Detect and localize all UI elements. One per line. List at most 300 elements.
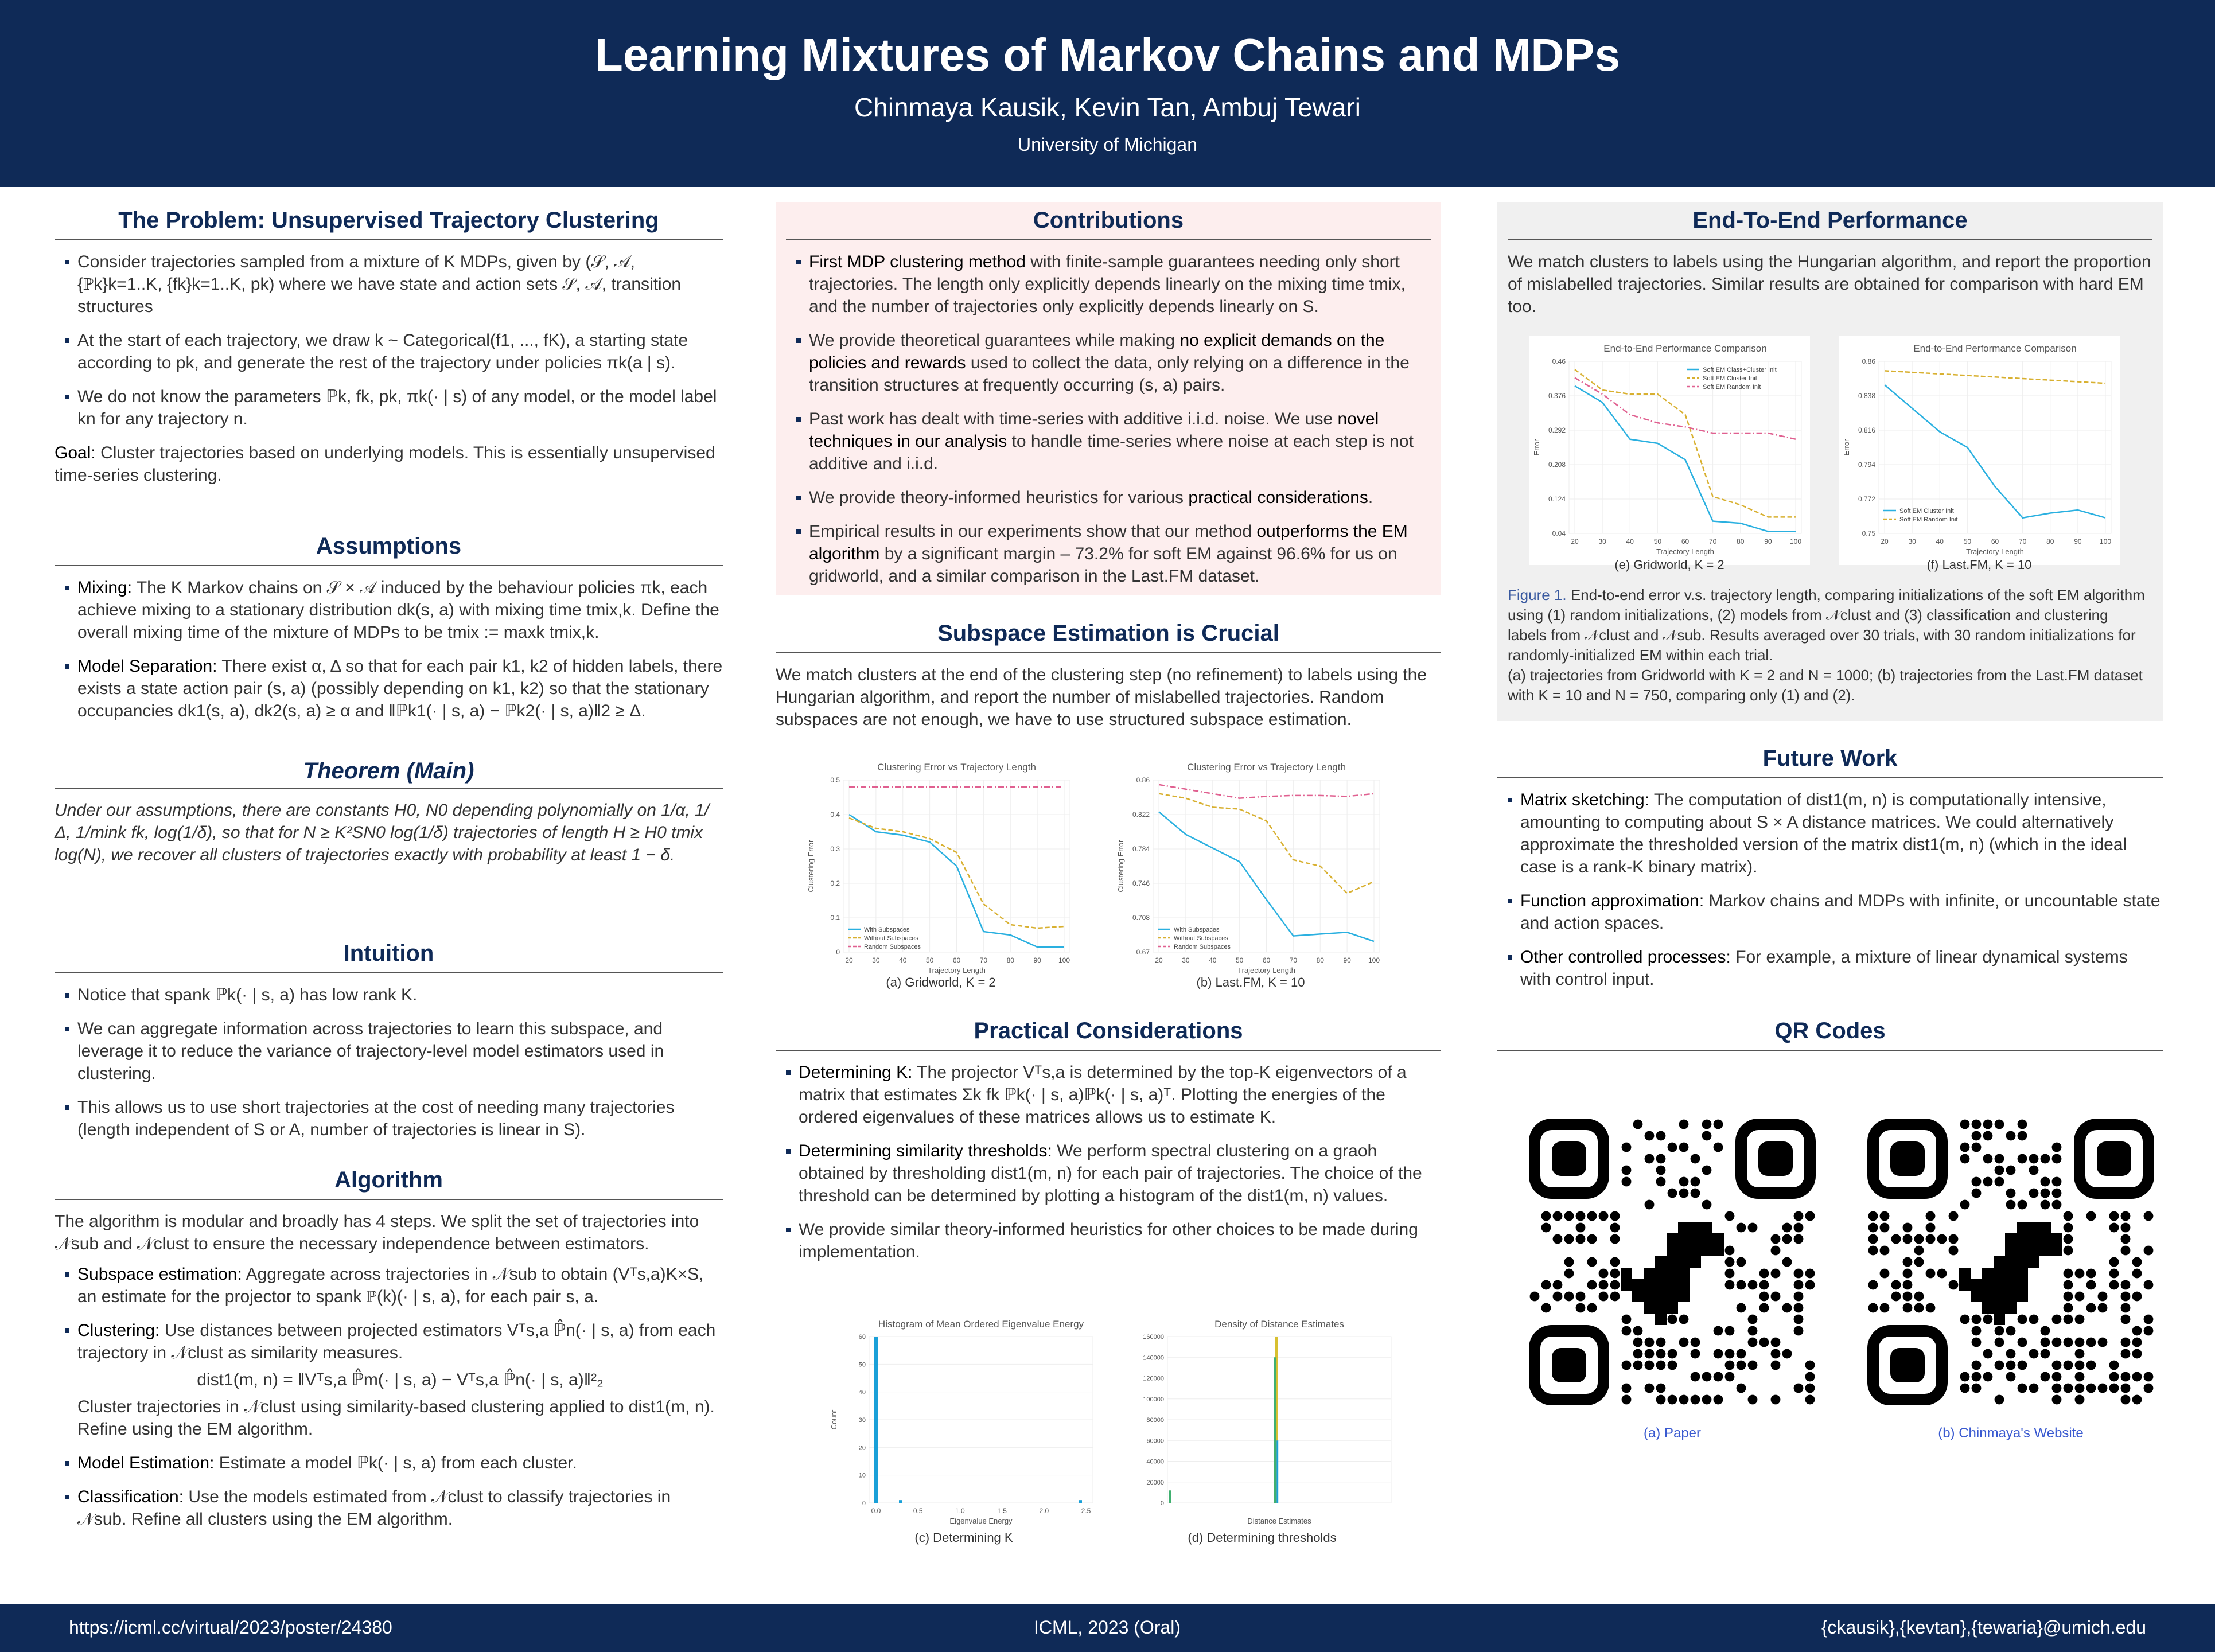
qr-dot [1794,1303,1804,1313]
qr-dot [2029,1315,2039,1324]
qr-dot [1926,1234,1936,1244]
qr-dot [1714,1143,1723,1152]
item-text: There exist α, Δ so that for each pair k1, k2 of hidden labels, there exists a state action pair (s, a) (possibly depending on k1, k2) so that the stationary occupancies dk1(s, a), dk2(s, a) ≥ α and ‖ℙk1(· | s, a) − ℙk2(· | s, a)‖2 ≥ Δ. [77,657,723,720]
chart-title: Clustering Error vs Trajectory Length [1187,762,1346,773]
qr-dot [2121,1223,2131,1233]
qr-dot [2132,1349,2142,1359]
list-item [809,251,1431,318]
qr-finder-center [1552,1141,1586,1176]
qr-dot [1972,1384,1982,1393]
bold-text: First MDP clustering method [809,252,1026,271]
x-tick-label: 40 [1626,537,1634,546]
qr-dot [1702,1372,1712,1382]
qr-dot [2109,1361,2119,1370]
qr-dot [1576,1292,1586,1302]
qr-dot [1633,1338,1643,1347]
qr-dot [2006,1131,2016,1141]
density-bar [1274,1357,1276,1503]
x-tick-label: 30 [872,956,880,964]
qr-dot [2086,1211,2096,1221]
qr-dot [1645,1154,1655,1164]
qr-dot [2006,1361,2016,1370]
qr-dot [2144,1315,2154,1324]
qr-dot [1587,1234,1597,1244]
qr-dot [2029,1384,2039,1393]
y-tick-label: 80000 [1146,1417,1164,1424]
y-axis-label: Clustering Error [1116,840,1125,893]
list-item: At the start of each trajectory, we draw k ~ Categorical(f1, ..., fK), a starting state according to pk, and generate the rest of the trajectory under policies πk(a | s). [77,329,723,374]
qr-dot [1759,1303,1769,1313]
y-tick-label: 140000 [1143,1354,1164,1362]
qr-dot [1553,1292,1563,1302]
algorithm-intro: The algorithm is modular and broadly has 4 steps. We split the set of trajectories into 𝒩sub and 𝒩clust to ensure the necessary independence between estimators. [55,1212,699,1253]
item-text: Aggregate across trajectories in 𝒩sub to obtain (Vᵀs,a)K×S, an estimate for the projector to spank ℙ(k)(· | s, a), for each pair s, a. [77,1265,704,1306]
x-tick-label: 50 [1653,537,1662,546]
qr-dot [1702,1131,1712,1141]
y-tick-label: 60000 [1146,1437,1164,1445]
qr-dot [1541,1303,1551,1313]
qr-dot [1541,1211,1551,1221]
qr-dot [1645,1131,1655,1141]
qr-dot [1541,1280,1551,1290]
qr-dot [1679,1395,1689,1405]
future-section [1497,740,2163,1002]
y-tick-label: 0.708 [1132,914,1150,922]
qr-dot [2121,1372,2131,1382]
qr-dot [1914,1234,1924,1244]
qr-dot [1949,1246,1959,1256]
qr-dot [1622,1395,1632,1405]
qr-dot [2144,1211,2154,1221]
qr-dot [1564,1292,1574,1302]
list-item [809,329,1431,396]
qr-finder-center [1758,1141,1793,1176]
qr-dot [2121,1303,2131,1313]
qr-dot [2109,1223,2119,1233]
bold-text: outperforms the EM algorithm [809,522,1408,563]
qr-dot [1679,1143,1689,1152]
section-title: Practical Considerations [776,1012,1441,1051]
chart-title: Density of Distance Estimates [1214,1319,1344,1330]
qr-dot [2075,1372,2085,1382]
qr-dot [1656,1177,1666,1187]
qr-dot [2109,1280,2119,1290]
x-tick-label: 50 [925,956,934,964]
qr-dot [2075,1269,2085,1279]
y-tick-label: 0.292 [1548,426,1566,434]
qr-dot [1564,1234,1574,1244]
y-tick-label: 0.208 [1548,461,1566,469]
x-tick-label: 90 [1343,956,1351,964]
qr-dot [1995,1395,2004,1405]
qr-dot [1972,1189,1982,1198]
qr-dot [2075,1384,2085,1393]
qr-dot [1530,1292,1540,1302]
qr-dot [1972,1361,1982,1370]
goal-text: Cluster trajectories based on underlying models. This is essentially unsupervised time-series clustering. [55,443,715,485]
section-title: QR Codes [1497,1012,2163,1051]
qr-dot [1972,1131,1982,1141]
qr-dot [1903,1269,1913,1279]
qr-dot [2052,1384,2062,1393]
y-tick-label: 0.67 [1136,948,1150,956]
y-tick-label: 0 [862,1500,866,1507]
x-tick-label: 80 [1737,537,1745,546]
y-tick-label: 0.5 [830,776,840,784]
qr-dot [2109,1384,2119,1393]
item-label: Matrix sketching: [1520,790,1650,809]
caption: (e) Gridworld, K = 2 [1614,558,1724,572]
qr-dot [1972,1326,1982,1336]
x-tick-label: 20 [1155,956,1163,964]
qr-dot [2064,1280,2073,1290]
qr-dot [1645,1361,1655,1370]
qr-dot [2121,1292,2131,1302]
qr-dot [1576,1223,1586,1233]
y-tick-label: 40000 [1146,1458,1164,1466]
qr-dot [1725,1269,1735,1279]
qr-dot [2052,1143,2062,1152]
y-axis-label: Count [830,1409,838,1430]
qr-dot [1805,1384,1815,1393]
x-tick-label: 50 [1963,537,1972,546]
qr-dot [2132,1395,2142,1405]
subspace-text: We match clusters at the end of the clustering step (no refinement) to labels using the Hungarian algorithm, and report the number of mislabelled trajectories. Random subspaces are not enough, we have to use structured subspace estimation. [776,665,1427,729]
qr-dot [2041,1349,2050,1359]
item-text: The computation of dist1(m, n) is computationally intensive, amounting to computing about S × A distance matrices. We could alternatively approximate the thresholded version of the matrix dist1(m, n) (which in the ideal case is a rank-K binary matrix). [1520,790,2127,876]
qr-dot [1645,1338,1655,1347]
qr-dot [1714,1120,1723,1129]
qr-dot [1737,1280,1746,1290]
footer-email[interactable]: {ckausik},{kevtan},{tewaria}@umich.edu [1821,1617,2146,1638]
item-text: The K Markov chains on 𝒮 × 𝒜 induced by the behaviour policies πk, each achieve mixing to a stationary distribution dk(s, a) with mixing time tmix,k. Define the overall mixing time of the mixture of MDPs to be tmix := maxk tmix,k. [77,578,719,642]
y-tick-label: 50 [858,1361,866,1369]
qr-dot [1725,1326,1735,1336]
qr-dot [1903,1234,1913,1244]
list-item [1520,946,2163,991]
qr-dot [2052,1372,2062,1382]
legend-label: Soft EM Class+Cluster Init [1703,367,1777,373]
qr-dot [1553,1280,1563,1290]
qr-dot [1960,1200,1970,1210]
qr-finder-center [1552,1348,1586,1382]
qr-dot [1937,1234,1947,1244]
item-text: We provide similar theory-informed heuristics for other choices to be made during implementation. [799,1220,1418,1261]
legend-label: Soft EM Random Init [1899,516,1958,523]
qr-dot [2006,1349,2016,1359]
qr-dot [1622,1326,1632,1336]
qr-dot [1771,1338,1781,1347]
algorithm-section [55,1162,723,1542]
qr-dot [1972,1315,1982,1324]
theorem-text: Under our assumptions, there are constants H0, N0 depending polynomially on 1/α, 1/Δ, 1/mink fk, log(1/δ), so that for N ≥ K²SN0 log(1/δ) trajectories of length H ≥ H0 tmix log(N), we recover all clusters of trajectories exactly with probability at least 1 − δ. [55,801,710,864]
qr-dot [1771,1292,1781,1302]
y-tick-label: 0.75 [1862,529,1875,537]
qr-caption: (a) Paper [1643,1425,1702,1441]
legend-label: Without Subspaces [864,935,918,942]
qr-dot [1891,1280,1901,1290]
y-tick-label: 0.794 [1858,461,1875,469]
qr-dot [1691,1372,1700,1382]
legend-label: Soft EM Cluster Init [1899,508,1954,515]
qr-dot [2052,1177,2062,1187]
qr-dot [1702,1120,1712,1129]
qr-dot [1972,1372,1982,1382]
qr-dot [1714,1349,1723,1359]
x-axis-label: Eigenvalue Energy [949,1517,1013,1525]
qr-dot [1983,1315,1993,1324]
list-item [809,520,1431,587]
x-tick-label: 70 [1289,956,1298,964]
qr-dot [1960,1143,1970,1152]
bold-text: no explicit demands on the policies and rewards [809,331,1385,372]
legend-label: Random Subspaces [864,944,921,950]
figure-text: End-to-end error v.s. trajectory length, comparing initializations of the soft EM algorithm using (1) random initializations, (2) models from 𝒩clust and (3) classification and clustering labels from 𝒩clust and 𝒩sub. Results averaged over 30 trials, with 30 random initializations for randomly-initialized EM within each trial. [1508,586,2145,664]
qr-dot [2029,1166,2039,1175]
qr-dot [1668,1315,1677,1324]
list-item: We do not know the parameters ℙk, fk, pk, πk(· | s) of any model, or the model label kn for any trajectory n. [77,385,723,430]
list-item [809,486,1431,509]
qr-dot [1782,1223,1792,1233]
y-tick-label: 10 [858,1472,866,1479]
qr-dot [1794,1234,1804,1244]
qr-dot [1782,1234,1792,1244]
qr-dot [1880,1211,1890,1221]
qr-dot [2064,1292,2073,1302]
x-tick-label: 80 [1316,956,1324,964]
y-tick-label: 0.822 [1132,811,1150,819]
x-tick-label: 100 [1368,956,1380,964]
qr-dot [2064,1211,2073,1221]
qr-dot [1880,1223,1890,1233]
qr-dot [1622,1361,1632,1370]
qr-dot [1805,1269,1815,1279]
legend-label: With Subspaces [864,926,910,933]
qr-dot [1771,1269,1781,1279]
qr-dot [2098,1292,2108,1302]
y-tick-label: 0.3 [830,845,840,853]
qr-dot [1564,1211,1574,1221]
chart-title: End-to-End Performance Comparison [1913,343,2077,354]
list-item: We can aggregate information across trajectories to learn this subspace, and leverage it to reduce the variance of trajectory-level model estimators used in clustering. [77,1018,723,1085]
list-item: Consider trajectories sampled from a mixture of K MDPs, given by (𝒮, 𝒜, {ℙk}k=1..K, {fk}k=1..K, pk) where we have state and action sets 𝒮, 𝒜, transition structures [77,251,723,318]
qr-dot [1868,1223,1878,1233]
y-tick-label: 0.86 [1136,776,1150,784]
chart-e2e-gridworld [1529,336,1810,565]
qr-dot [1805,1372,1815,1382]
y-tick-label: 0.1 [830,914,840,922]
qr-dot [1610,1211,1620,1221]
qr-dot [1794,1292,1804,1302]
list-item [799,1061,1441,1128]
qr-dot [1725,1257,1735,1267]
qr-dot [1995,1326,2004,1336]
qr-dot [1691,1349,1700,1359]
y-tick-label: 30 [858,1417,866,1424]
list-item: Notice that spank ℙk(· | s, a) has low rank K. [77,984,723,1006]
qr-dot [1737,1303,1746,1313]
qr-dot [2121,1384,2131,1393]
section-title: The Problem: Unsupervised Trajectory Clustering [55,202,723,240]
qr-dot [1645,1384,1655,1393]
x-tick-label: 60 [1262,956,1271,964]
item-text: We provide theory-informed heuristics for various [809,488,1189,507]
qr-dot [2098,1303,2108,1313]
qr-dot [1576,1234,1586,1244]
bold-text: novel techniques in our analysis [809,410,1379,451]
qr-dot [1903,1280,1913,1290]
y-tick-label: 60 [858,1334,866,1341]
qr-section [1497,1012,2163,1061]
qr-dot [1960,1315,1970,1324]
qr-dot [2041,1372,2050,1382]
item-label: Function approximation: [1520,891,1704,910]
qr-dot [1691,1338,1700,1347]
qr-dot [1771,1395,1781,1405]
qr-dot [1622,1143,1632,1152]
legend-label: Without Subspaces [1174,935,1228,942]
section-title: Algorithm [55,1162,723,1200]
qr-dot [1868,1303,1878,1313]
qr-dot [1553,1211,1563,1221]
qr-dot [1622,1315,1632,1324]
list-item [77,655,723,722]
qr-dot [2006,1166,2016,1175]
qr-dot [1983,1154,1993,1164]
qr-dot [2029,1154,2039,1164]
qr-dot [1868,1234,1878,1244]
equation: dist1(m, n) = ‖Vᵀs,a ℙ̂m(· | s, a) − Vᵀs,a ℙ̂n(· | s, a)‖²₂ [197,1370,604,1389]
qr-dot [1725,1349,1735,1359]
legend-label: Random Subspaces [1174,944,1231,950]
qr-dot [1599,1292,1609,1302]
section-title: Subspace Estimation is Crucial [776,615,1441,653]
qr-dot [2006,1326,2016,1336]
qr-dot [1725,1246,1735,1256]
qr-dot [2121,1234,2131,1244]
problem-section [55,202,723,494]
qr-dot [2006,1372,2016,1382]
qr-dot [1748,1326,1758,1336]
qr-finder-center [2097,1141,2131,1176]
qr-dot [2144,1326,2154,1336]
qr-dot [1794,1223,1804,1233]
item-label: Determining K: [799,1063,913,1082]
qr-dot [1995,1166,2004,1175]
theorem-section [55,756,723,874]
qr-dot [1668,1349,1677,1359]
figure-caption [1508,585,2150,706]
qr-dot [1891,1292,1901,1302]
qr-dot [1880,1269,1890,1279]
y-axis-label: Error [1532,439,1541,456]
list-item: This allows us to use short trajectories at the cost of needing many trajectories (length independent of S or A, number of trajectories is linear in S). [77,1096,723,1141]
qr-dot [2052,1338,2062,1347]
qr-dot [1937,1269,1947,1279]
goal-label: Goal: [55,443,96,462]
qr-dot [2121,1211,2131,1221]
qr-dot [1656,1166,1666,1175]
qr-dot [1610,1257,1620,1267]
qr-dot [1576,1303,1586,1313]
bold-text: practical considerations [1188,488,1368,507]
qr-dot [1880,1246,1890,1256]
qr-dot [1805,1361,1815,1370]
qr-dot [1995,1120,2004,1129]
qr-dot [1903,1292,1913,1302]
qr-dot [1587,1303,1597,1313]
qr-dot [1622,1384,1632,1393]
qr-dot [1782,1257,1792,1267]
qr-dot [1679,1338,1689,1347]
item-text: The projector Vᵀs,a is determined by the top-K eigenvectors of a matrix that estimates Σk fk ℙk(· | s, a)ℙk(· | s, a)ᵀ. Plotting the energies of the ordered eigenvalues of these matrices allows us to estimate K. [799,1063,1407,1127]
qr-dot [2075,1338,2085,1347]
qr-dot [1983,1177,1993,1187]
qr-dot [1960,1154,1970,1164]
qr-dot [2132,1269,2142,1279]
x-tick-label: 50 [1235,956,1244,964]
footer-url[interactable]: https://icml.cc/virtual/2023/poster/24380 [69,1617,392,1638]
qr-dot [1759,1338,1769,1347]
qr-dot [2041,1154,2050,1164]
qr-dot [1926,1223,1936,1233]
section-title: Theorem (Main) [55,756,723,789]
chart-title: End-to-End Performance Comparison [1603,343,1767,354]
qr-finder-center [1890,1348,1925,1382]
qr-dot [2144,1372,2154,1382]
qr-dot [2064,1246,2073,1256]
qr-dot [1748,1338,1758,1347]
item-text: Use the models estimated from 𝒩clust to classify trajectories in 𝒩sub. Refine all clusters using the EM algorithm. [77,1487,671,1529]
qr-finder-center [1890,1141,1925,1176]
qr-dot [1668,1395,1677,1405]
footer [0,1604,2215,1652]
qr-dot [2064,1303,2073,1313]
qr-dot [2121,1349,2131,1359]
qr-dot [2109,1257,2119,1267]
x-tick-label: 40 [1209,956,1217,964]
x-axis-label: Trajectory Length [928,966,986,975]
item-label: Clustering: [77,1321,160,1340]
qr-dot [1782,1349,1792,1359]
qr-dot [2006,1200,2016,1210]
x-tick-label: 100 [1789,537,1802,546]
qr-dot [2041,1338,2050,1347]
y-tick-label: 0.4 [830,811,840,819]
qr-dot [2018,1338,2027,1347]
list-item [1520,789,2163,878]
qr-dot [1995,1338,2004,1347]
qr-dot [1914,1292,1924,1302]
qr-dot [1564,1269,1574,1279]
qr-code-website[interactable] [1867,1119,2154,1405]
qr-dot [2086,1384,2096,1393]
qr-dot [2018,1384,2027,1393]
qr-dot [1656,1338,1666,1347]
authors: Chinmaya Kausik, Kevin Tan, Ambuj Tewari [854,92,1361,122]
item-text: by a significant margin – 73.2% for soft EM against 96.6% for us on gridworld, and a similar comparison in the Last.FM dataset. [809,544,1397,586]
histogram-bar [1079,1500,1082,1503]
x-tick-label: 100 [1058,956,1070,964]
qr-dot [1622,1177,1632,1187]
qr-dot [1748,1361,1758,1370]
qr-code-paper[interactable] [1529,1119,1816,1405]
qr-dot [1983,1120,1993,1129]
qr-dot [2109,1211,2119,1221]
qr-dot [1771,1361,1781,1370]
qr-dot [1737,1349,1746,1359]
qr-dot [1794,1315,1804,1324]
